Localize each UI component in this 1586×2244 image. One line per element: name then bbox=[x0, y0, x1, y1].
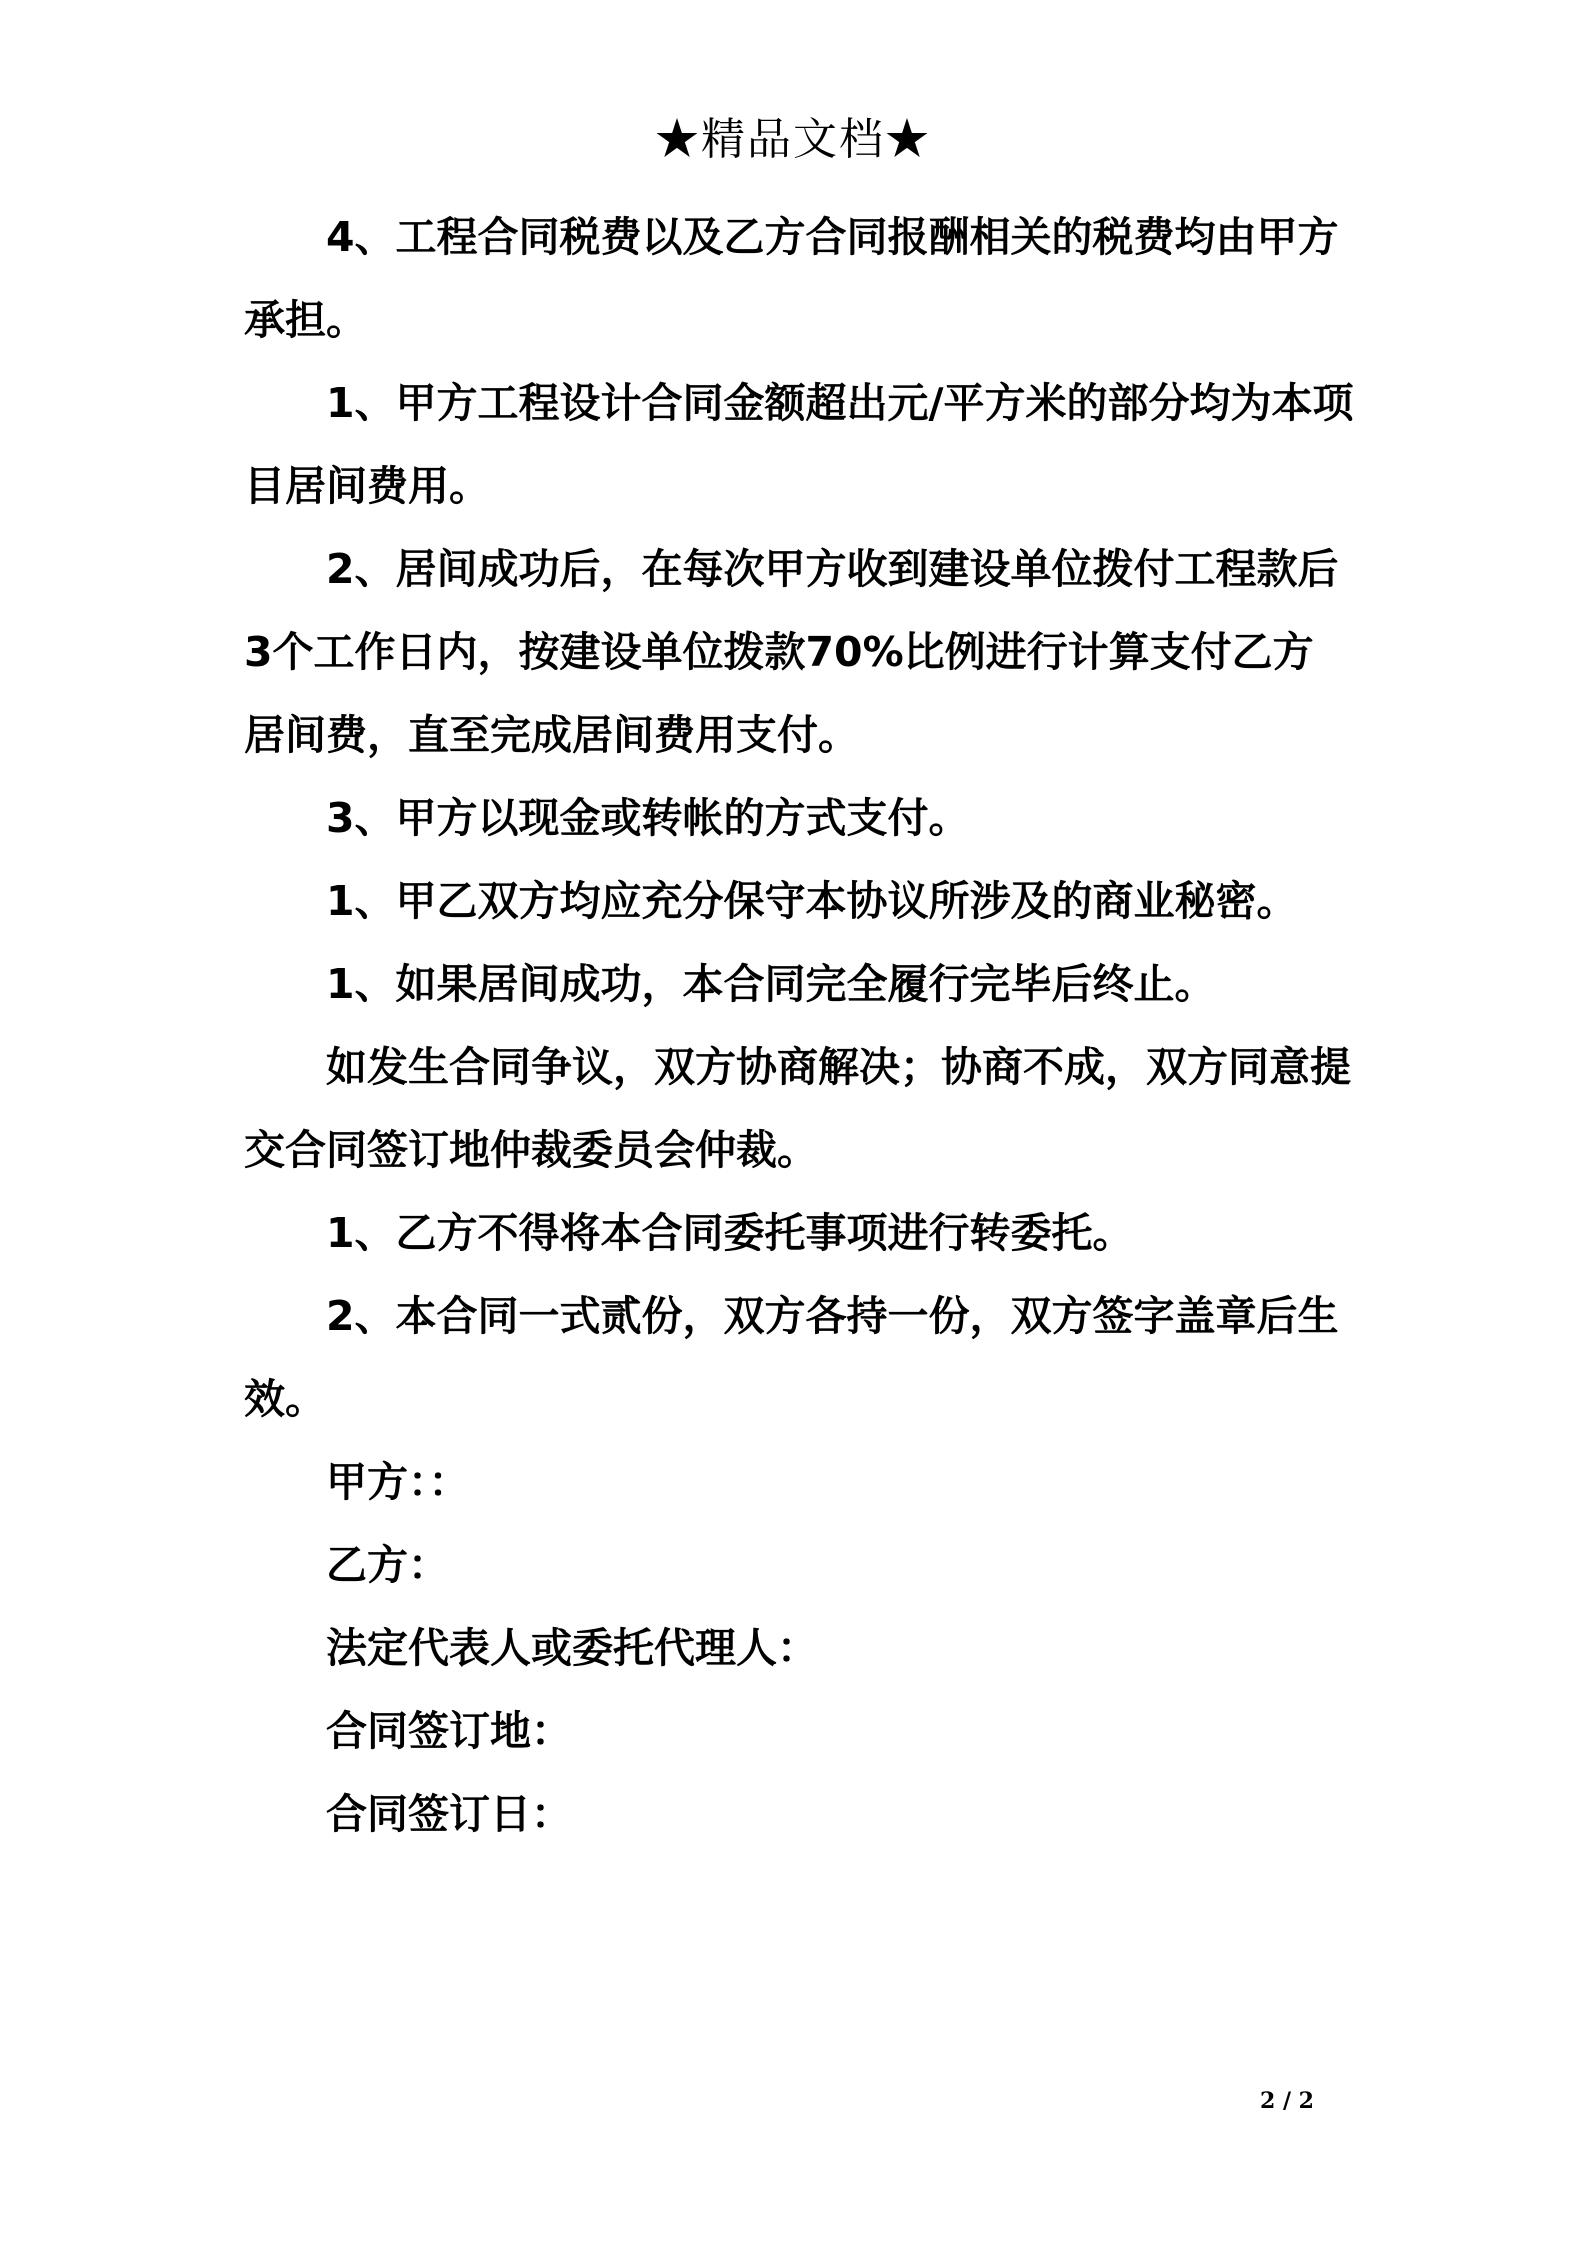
clause-tax-burden: 4、工程合同税费以及乙方合同报酬相关的税费均由甲方承担。 bbox=[244, 213, 1339, 344]
clause-excess-amount: 1、甲方工程设计合同金额超出元/平方米的部分均为本项目居间费用。 bbox=[244, 379, 1354, 510]
signature-party-a: 甲方：： bbox=[326, 1458, 470, 1506]
signature-party-b: 乙方： bbox=[326, 1541, 449, 1589]
signature-representative: 法定代表人或委托代理人： bbox=[326, 1624, 818, 1672]
clause-copies: 2、本合同一式贰份，双方各持一份，双方签字盖章后生效。 bbox=[244, 1292, 1339, 1423]
clause-confidentiality: 1、甲乙双方均应充分保守本协议所涉及的商业秘密。 bbox=[326, 877, 1298, 925]
clause-dispute: 如发生合同争议，双方协商解决；协商不成，双方同意提交合同签订地仲裁委员会仲裁。 bbox=[244, 1043, 1351, 1174]
clause-payment-method: 3、甲方以现金或转帐的方式支付。 bbox=[326, 794, 970, 842]
page-number: 2 / 2 bbox=[1260, 2088, 1314, 2114]
signature-place: 合同签订地： bbox=[326, 1707, 572, 1755]
clause-no-subcontract: 1、乙方不得将本合同委托事项进行转委托。 bbox=[326, 1209, 1134, 1257]
clause-payment-schedule: 2、居间成功后，在每次甲方收到建设单位拨付工程款后3个工作日内，按建设单位拨款70%比例进行计算支付乙方居间费，直至完成居间费用支付。 bbox=[244, 545, 1339, 759]
page-header-title: ★精品文档★ bbox=[655, 114, 931, 165]
document-body bbox=[244, 196, 1354, 1856]
clause-termination: 1、如果居间成功，本合同完全履行完毕后终止。 bbox=[326, 960, 1216, 1008]
signature-date: 合同签订日： bbox=[326, 1790, 572, 1838]
